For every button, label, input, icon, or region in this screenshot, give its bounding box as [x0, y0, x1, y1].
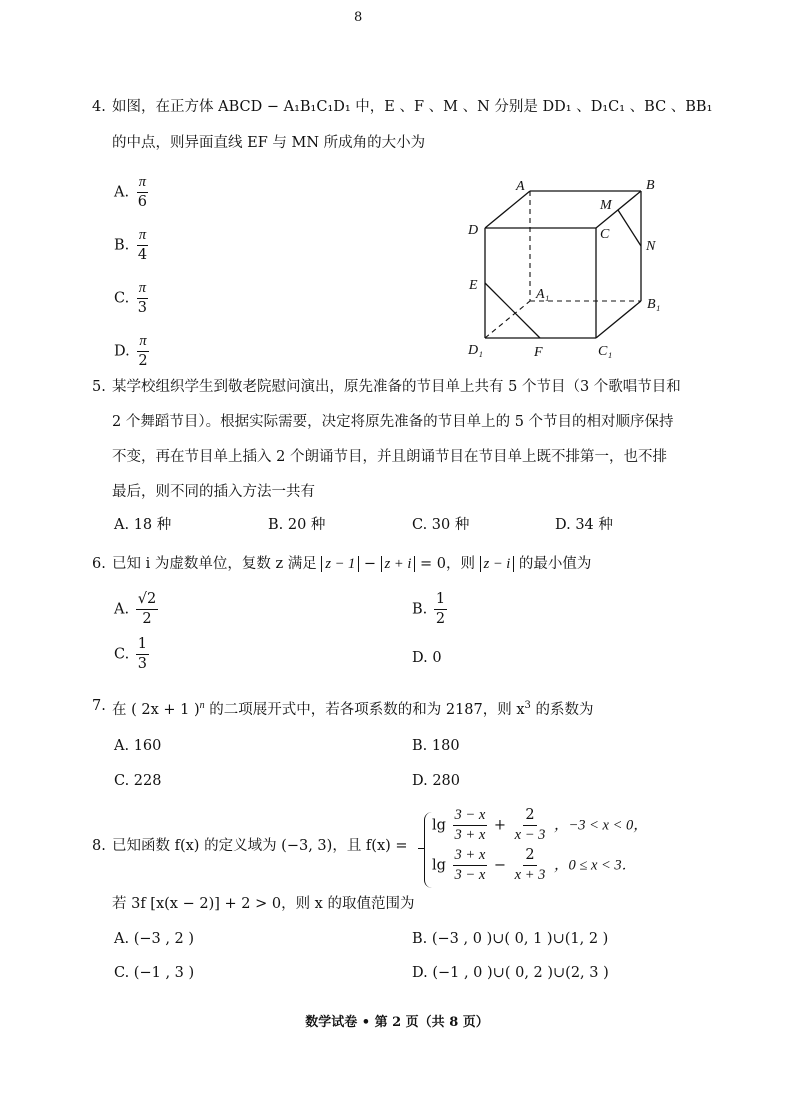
option-label: D. [114, 343, 130, 360]
cube-figure [460, 172, 690, 372]
label-N: N [646, 239, 656, 254]
label-C1: C₁ [598, 344, 613, 359]
q4-number: 4. [92, 99, 106, 115]
label-F: F [534, 345, 543, 360]
q8-option-c[interactable]: C. (−1 , 3 ) [114, 965, 195, 981]
q5-option-d[interactable]: D. 34 种 [555, 517, 613, 533]
q7-option-a[interactable]: A. 160 [114, 738, 162, 754]
q8-option-d[interactable]: D. (−1 , 0 )∪( 0, 2 )∪(2, 3 ) [412, 965, 609, 981]
option-fraction: $\frac{\pi}{2}$ [138, 333, 148, 370]
q8-number: 8. [92, 838, 106, 854]
q6-number: 6. [92, 556, 106, 572]
page-header-mark: 8 [354, 10, 363, 25]
piecewise-brace-tip [418, 848, 425, 849]
q8-stem: 已知函数 f(x) 的定义域为 (−3, 3)，且 f(x) = [112, 838, 408, 854]
abs-z-minus-1: z − 1 [321, 556, 359, 572]
q4-text-line2: 的中点，则异面直线 EF 与 MN 所成角的大小为 [112, 135, 426, 151]
q6-option-b[interactable]: B. $\frac{1}{2}$ [412, 591, 446, 628]
option-label: A. [114, 184, 130, 201]
q5-option-a[interactable]: A. 18 种 [114, 517, 172, 533]
q5-text-line2: 2 个舞蹈节目）。根据实际需要，决定将原先准备的节目单上的 5 个节目的相对顺序保持 [112, 414, 674, 430]
option-fraction: $\frac{\pi}{6}$ [137, 174, 147, 211]
q7-stem: 在 ( 2x + 1 )$^n$ 的二项展开式中，若各项系数的和为 2187，则 $x^3$ 的系数为 [112, 700, 594, 718]
option-label: C. [114, 290, 130, 307]
q5-option-c[interactable]: C. 30 种 [412, 517, 470, 533]
option-label: B. [114, 237, 130, 254]
label-A1: A₁ [536, 287, 550, 302]
page-footer: 数学试卷 • 第 2 页（共 8 页） [305, 1015, 489, 1030]
q6-option-d[interactable]: D. 0 [412, 650, 442, 666]
q5-text-line3: 不变，再在节目单上插入 2 个朗诵节目，并且朗诵节目在节目单上既不排第一，也不排 [112, 449, 667, 465]
hidden-edge-D1A1 [485, 301, 530, 338]
q6-stem: 已知 i 为虚数单位，复数 z 满足 z − 1 − z + i = 0，则 z − i 的最小值为 [112, 556, 592, 572]
label-D: D [468, 223, 479, 238]
q6-option-a[interactable]: A. $\frac{√2}{2}$ [114, 591, 157, 628]
q7-option-c[interactable]: C. 228 [114, 773, 162, 789]
label-E: E [469, 278, 478, 293]
q8-case-2: lg $\frac{3 + x}{3 - x}$ − $\frac{2}{x + 3}$ ，0 ≤ x < 3． [432, 847, 637, 884]
q5-text-line4: 最后，则不同的插入方法一共有 [112, 484, 315, 500]
label-B: B [646, 178, 655, 193]
segment-MN [618, 210, 641, 246]
abs-z-minus-i: z − i [480, 556, 515, 572]
q4-option-c[interactable] [114, 281, 151, 316]
edge-DA [485, 191, 530, 228]
option-fraction: $\frac{\pi}{4}$ [137, 227, 148, 264]
label-D1: D₁ [468, 343, 483, 358]
q6-option-c[interactable]: C. $\frac{1}{3}$ [114, 636, 148, 673]
label-M: M [600, 198, 612, 213]
q5-number: 5. [92, 379, 106, 395]
q7-number: 7. [92, 698, 106, 714]
q4-option-d[interactable] [114, 334, 152, 369]
q7-option-b[interactable]: B. 180 [412, 738, 460, 754]
q8-text-line2: 若 3f [x(x − 2)] + 2 > 0，则 x 的取值范围为 [112, 896, 415, 912]
q5-option-b[interactable]: B. 20 种 [268, 517, 326, 533]
q8-option-a[interactable]: A. (−3 , 2 ) [114, 931, 195, 947]
segment-EF [485, 283, 540, 338]
q8-option-b[interactable]: B. (−3 , 0 )∪( 0, 1 )∪(1, 2 ) [412, 931, 609, 947]
label-B1: B₁ [647, 297, 661, 312]
q7-option-d[interactable]: D. 280 [412, 773, 461, 789]
q4-option-a[interactable] [114, 175, 151, 210]
q5-text-line1: 某学校组织学生到敬老院慰问演出，原先准备的节目单上共有 5 个节目（3 个歌唱节目和 [112, 379, 681, 395]
edge-C1B1 [596, 301, 641, 338]
q4-text-line1: 如图，在正方体 ABCD − A₁B₁C₁D₁ 中，E 、F 、M 、N 分别是 DD₁ 、D₁C₁ 、BC 、BB₁ [112, 99, 713, 115]
abs-z-plus-i: z + i [381, 556, 416, 572]
option-fraction: $\frac{\pi}{3}$ [137, 280, 148, 317]
q8-case-1: lg $\frac{3 - x}{3 + x}$ + $\frac{2}{x - 3}$ ，−3 < x < 0， [432, 807, 648, 844]
q4-option-b[interactable] [114, 228, 151, 263]
label-C: C [600, 227, 610, 242]
label-A: A [516, 179, 525, 194]
